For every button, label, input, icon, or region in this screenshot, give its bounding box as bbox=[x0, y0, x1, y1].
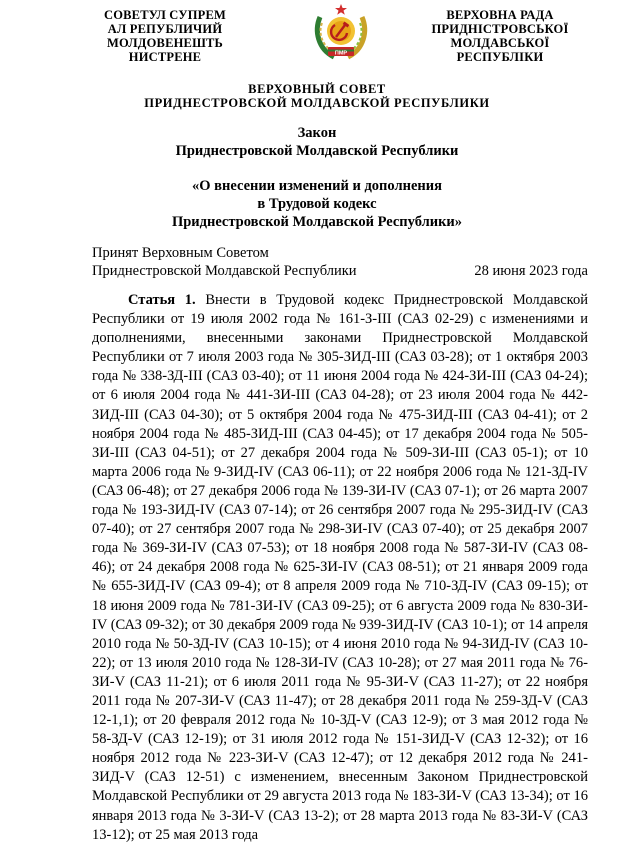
council-line-2: ПРИДНЕСТРОВСКОЙ МОЛДАВСКОЙ РЕСПУБЛИКИ bbox=[144, 96, 490, 110]
header-left-title bbox=[60, 8, 270, 64]
header-left-line: АЛ РЕПУБЛИЧИЙ МОЛДОВЕНЕШТЬ bbox=[107, 22, 223, 50]
coat-of-arms-emblem bbox=[312, 3, 370, 61]
council-heading bbox=[0, 82, 634, 110]
law-title bbox=[0, 124, 634, 160]
article-1-text: Внести в Трудовой кодекс Приднестровской Молдавской Республики от 19 июля 2002 года № 161-З-III (САЗ 02-29) с изменениями и дополнениями, внесенными законами Приднестровской Молдавской Республики от 7 июля 2003 года № 305-ЗИД-III (САЗ 03-28); от 1 октября 2003 года № 338-ЗД-III (САЗ 03-40); от 11 июня 2004 года № 424-ЗИ-III (САЗ 04-24); от 6 июля 2004 года № 441-ЗИ-III (САЗ 04-28); от 23 июля 2004 года № 442-ЗИД-III (САЗ 04-30); от 5 октября 2004 года № 475-ЗИД-III (САЗ 04-41); от 2 ноября 2004 года № 485-ЗИД-III (САЗ 04-45); от 17 декабря 2004 года № 505-ЗИ-III (САЗ 04-51); от 27 декабря 2004 года № 509-ЗИ-III (САЗ 05-1); от 10 марта 2006 года № 9-ЗИД-IV (САЗ 06-11); от 22 ноября 2006 года № 121-ЗД-IV (САЗ 06-48); от 27 декабря 2006 года № 139-ЗИ-IV (САЗ 07-1); от 26 марта 2007 года № 193-ЗИД-IV (САЗ 07-14); от 26 сентября 2007 года № 295-ЗИД-IV (САЗ 07-40); от 27 сентября 2007 года № 298-ЗИ-IV (САЗ 07-40); от 25 декабря 2007 года № 369-ЗИ-IV (САЗ 07-53); от 18 ноября 2008 года № 587-ЗИ-IV (САЗ 08-46); от 24 декабря 2008 года № 625-ЗИ-IV (САЗ 08-51); от 21 января 2009 года № 655-ЗИД-IV (САЗ 09-4); от 8 апреля 2009 года № 710-ЗД-IV (САЗ 09-15); от 18 июня 2009 года № 781-ЗИ-IV (САЗ 09-25); от 6 августа 2009 года № 830-ЗИ-IV (САЗ 09-32); от 30 декабря 2009 года № 939-ЗИД-IV (САЗ 10-1); от 14 апреля 2010 года № 50-ЗД-IV (САЗ 10-15); от 4 июня 2010 года № 94-ЗИД-IV (САЗ 10-22); от 13 июля 2010 года № 128-ЗИ-IV (САЗ 10-28); от 27 мая 2011 года № 76-ЗИ-V (САЗ 11-21); от 6 июля 2011 года № 95-ЗИ-V (САЗ 11-27); от 22 ноября 2011 года № 207-ЗИ-V (САЗ 11-47); от 28 декабря 2011 года № 259-ЗД-V (САЗ 12-1,1); от 20 февраля 2012 года № 10-ЗД-V (САЗ 12-9); от 3 мая 2012 года № 58-ЗД-V (САЗ 12-19); от 31 июля 2012 года № 151-ЗИД-V (САЗ 12-32); от 16 ноября 2012 года № 223-ЗИ-V (САЗ 12-47); от 12 декабря 2012 года № 241-ЗИД-V (САЗ 12-51) с изменением, внесенным Законом Приднестровской Молдавской Республики от 29 августа 2013 года № 183-ЗИ-V (САЗ 13-34); от 16 января 2013 года № 3-ЗИ-V (САЗ 13-2); от 28 марта 2013 года № 83-ЗИ-V (САЗ 13-12); от 25 мая 2013 года bbox=[92, 292, 588, 843]
law-subject-line-2: в Трудовой кодекс bbox=[257, 196, 377, 212]
article-1-paragraph bbox=[92, 291, 588, 845]
article-1-label: Статья 1. bbox=[128, 292, 196, 308]
law-subject-line-1: «О внесении изменений и дополнения bbox=[192, 178, 442, 194]
adoption-line-1: Принят Верховным Советом bbox=[92, 245, 269, 261]
adoption-date: 28 июня 2023 года bbox=[474, 263, 588, 279]
council-line-1: ВЕРХОВНЫЙ СОВЕТ bbox=[248, 82, 386, 96]
header-right-line: РЕСПУБЛІКИ bbox=[456, 50, 544, 64]
adoption-line-2: Приднестровской Молдавской Республики bbox=[92, 263, 357, 279]
adoption-block bbox=[92, 244, 588, 280]
emblem-label: ПМР bbox=[334, 50, 348, 57]
header-left-line: НИСТРЕНЕ bbox=[128, 50, 202, 64]
law-subject-line-3: Приднестровской Молдавской Республики» bbox=[171, 214, 463, 230]
header-right-line: ПРИДНІСТРОВСЬКОЇ МОЛДАВСЬКОЇ bbox=[431, 22, 569, 50]
header-right-title bbox=[385, 8, 615, 64]
header-left-line: СОВЕТУЛ СУПРЕМ bbox=[103, 8, 227, 22]
law-title-line-2: Приднестровской Молдавской Республики bbox=[175, 143, 459, 159]
header-right-line: ВЕРХОВНА РАДА bbox=[446, 8, 554, 22]
law-title-line-1: Закон bbox=[297, 125, 337, 141]
law-subject bbox=[0, 177, 634, 231]
